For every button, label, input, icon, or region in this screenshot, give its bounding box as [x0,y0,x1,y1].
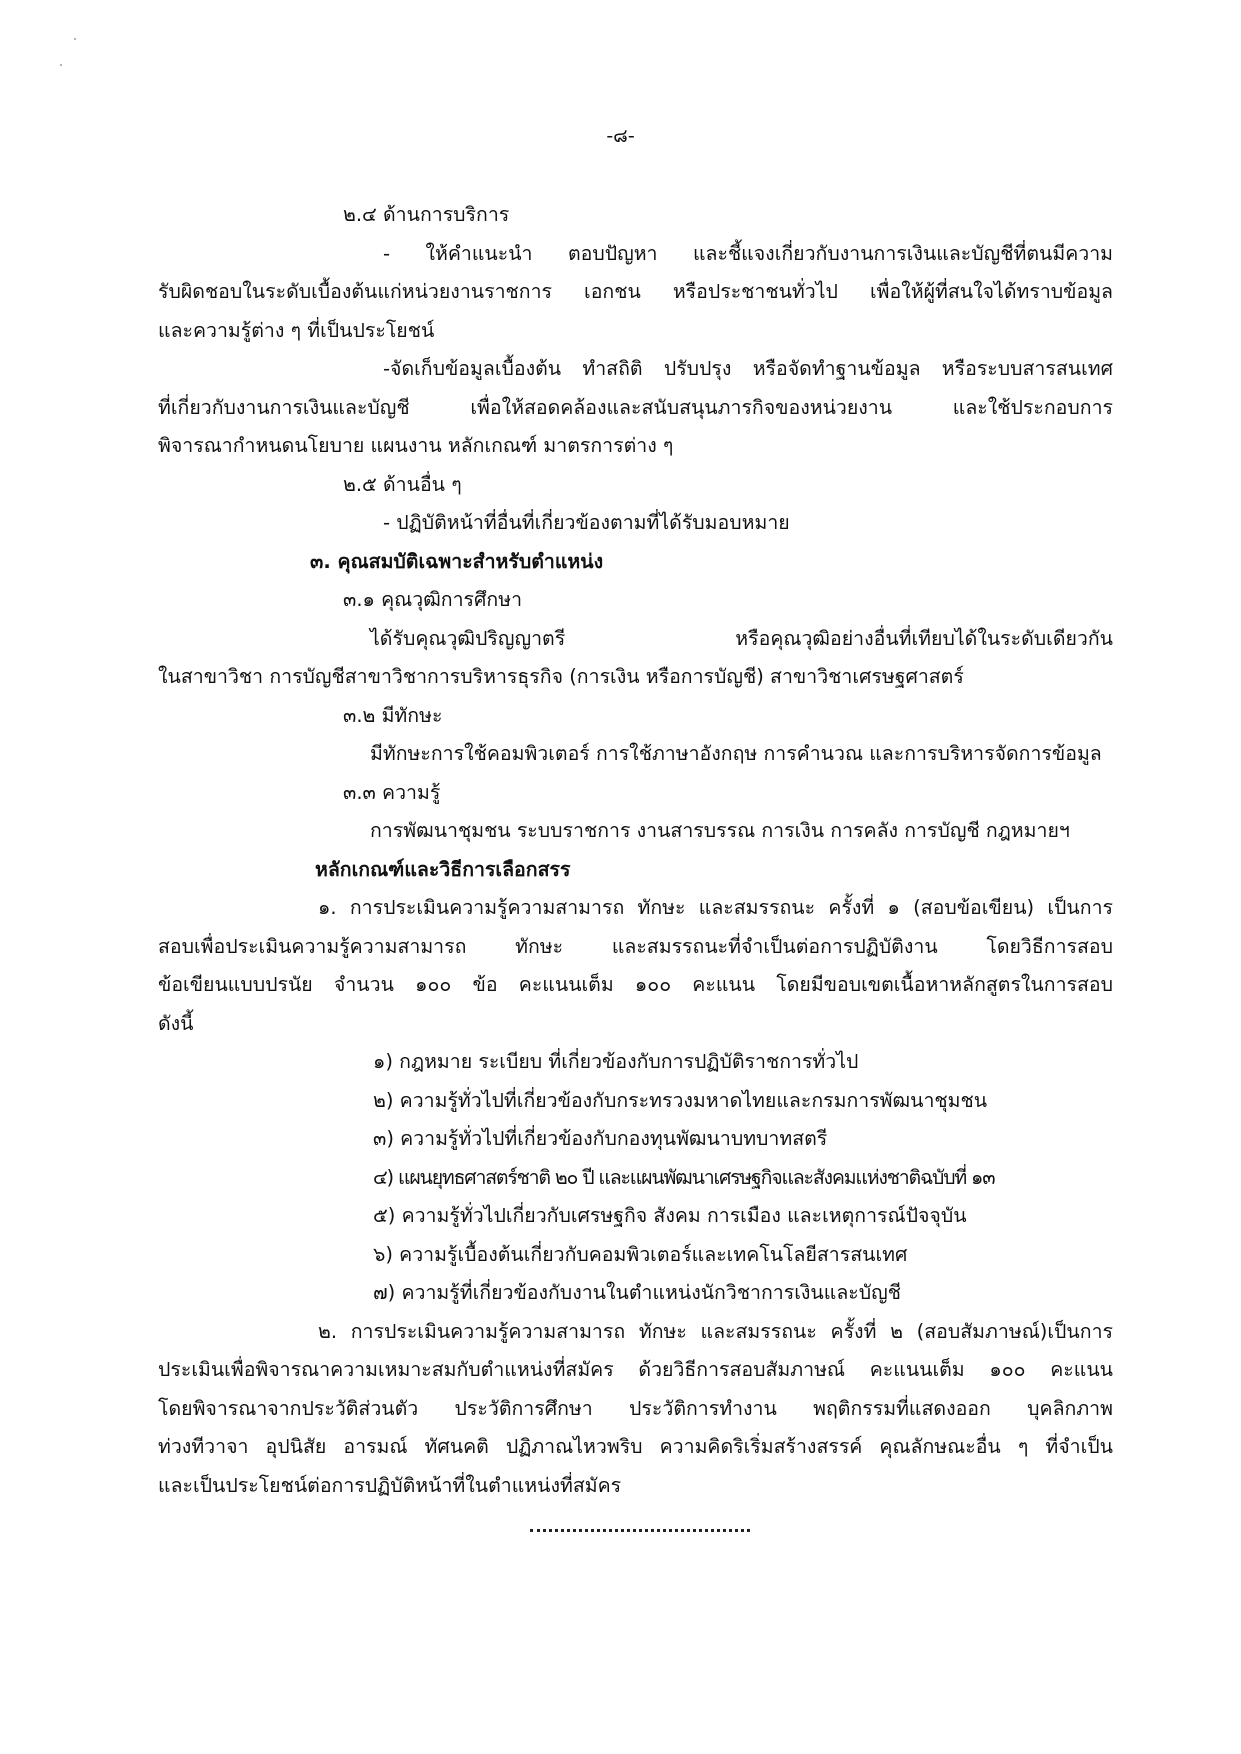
s24-para2-line2: ที่เกี่ยวกับงานการเงินและบัญชี เพื่อให้สอดคล้องและสนับสนุนภารกิจของหน่วยงาน และใช้ประกอบการ [158,395,1113,419]
selection-heading: หลักเกณฑ์และวิธีการเลือกสรร [315,857,571,881]
list-item: ๕) ความรู้ทั่วไปเกี่ยวกับเศรษฐกิจ สังคม การเมือง และเหตุการณ์ปัจจุบัน [373,1204,967,1227]
selection-para2-line1: ๒. การประเมินความรู้ความสามารถ ทักษะ และสมรรถนะ ครั้งที่ ๒ (สอบสัมภาษณ์)เป็นการ [318,1319,1113,1343]
selection-para1-line3: ข้อเขียนแบบปรนัย จำนวน ๑๐๐ ข้อ คะแนนเต็ม ๑๐๐ คะแนน โดยมีขอบเขตเนื้อหาหลักสูตรในการสอบ [158,973,1113,996]
list-item: ๒) ความรู้ทั่วไปที่เกี่ยวข้องกับกระทรวงมหาดไทยและกรมการพัฒนาชุมชน [373,1088,988,1112]
section-3-1-heading: ๓.๑ คุณวุฒิการศึกษา [343,588,523,611]
list-item: ๗) ความรู้ที่เกี่ยวข้องกับงานในตำแหน่งนักวิชาการเงินและบัญชี [373,1281,901,1304]
end-dotted-rule [530,1529,750,1532]
scan-specks [60,38,100,98]
s24-para1-line1: - ให้คำแนะนำ ตอบปัญหา และชี้แจงเกี่ยวกับงานการเงินและบัญชีที่ตนมีความ [383,241,1113,265]
selection-para1-line4: ดังนี้ [158,1011,194,1035]
selection-para2-line2: ประเมินเพื่อพิจารณาความเหมาะสมกับตำแหน่งที่สมัคร ด้วยวิธีการสอบสัมภาษณ์ คะแนนเต็ม ๑๐๐ คะแนน [158,1358,1113,1381]
s24-para1-line3: และความรู้ต่าง ๆ ที่เป็นประโยชน์ [158,318,435,342]
section-3-heading: ๓. คุณสมบัติเฉพาะสำหรับตำแหน่ง [310,549,604,573]
document-body [158,196,1113,1505]
s24-para1-line2: รับผิดชอบในระดับเบื้องต้นแก่หน่วยงานราชการ เอกชน หรือประชาชนทั่วไป เพื่อให้ผู้ที่สนใจได้ทราบข้อมูล [158,280,1113,303]
s31-line1: ได้รับคุณวุฒิปริญญาตรี หรือคุณวุฒิอย่างอื่นที่เทียบได้ในระดับเดียวกัน [370,626,1113,650]
section-2-5-heading: ๒.๕ ด้านอื่น ๆ [343,472,462,496]
s33-text: การพัฒนาชุมชน ระบบราชการ งานสารบรรณ การเงิน การคลัง การบัญชี กฎหมายฯ [370,819,1070,842]
s32-text: มีทักษะการใช้คอมพิวเตอร์ การใช้ภาษาอังกฤษ การคำนวณ และการบริหารจัดการข้อมูล [370,742,1102,765]
selection-para2-line5: และเป็นประโยชน์ต่อการปฏิบัติหน้าที่ในตำแหน่งที่สมัคร [158,1473,622,1497]
scan-speck [60,64,62,66]
section-2-4-heading: ๒.๔ ด้านการบริการ [343,203,510,226]
selection-para1-line2: สอบเพื่อประเมินความรู้ความสามารถ ทักษะ และสมรรถนะที่จำเป็นต่อการปฏิบัติงาน โดยวิธีการสอบ [158,934,1113,958]
list-item: ๑) กฎหมาย ระเบียบ ที่เกี่ยวข้องกับการปฏิบัติราชการทั่วไป [373,1050,859,1073]
selection-para2-line4: ท่วงทีวาจา อุปนิสัย อารมณ์ ทัศนคติ ปฏิภาณไหวพริบ ความคิดริเริ่มสร้างสรรค์ คุณลักษณะอื่น ๆ ที่จำเป็น [158,1435,1113,1458]
s24-para2-line1: -จัดเก็บข้อมูลเบื้องต้น ทำสถิติ ปรับปรุง หรือจัดทำฐานข้อมูล หรือระบบสารสนเทศ [383,357,1113,380]
list-item: ๔) แผนยุทธศาสตร์ชาติ ๒๐ ปี และแผนพัฒนาเศรษฐกิจและสังคมแห่งชาติฉบับที่ ๑๓ [373,1165,995,1189]
page-number: -๘- [606,125,635,147]
selection-para1-line1: ๑. การประเมินความรู้ความสามารถ ทักษะ และสมรรถนะ ครั้งที่ ๑ (สอบข้อเขียน) เป็นการ [318,896,1113,919]
s25-para1: - ปฏิบัติหน้าที่อื่นที่เกี่ยวข้องตามที่ได้รับมอบหมาย [383,511,790,534]
scan-speck [74,38,76,40]
list-item: ๖) ความรู้เบื้องต้นเกี่ยวกับคอมพิวเตอร์และเทคโนโลยีสารสนเทศ [373,1242,908,1266]
s24-para2-line3: พิจารณากำหนดนโยบาย แผนงาน หลักเกณฑ์ มาตรการต่าง ๆ [158,434,674,457]
section-3-3-heading: ๓.๓ ความรู้ [343,780,441,804]
s31-line2: ในสาขาวิชา การบัญชีสาขาวิชาการบริหารธุรกิจ (การเงิน หรือการบัญชี) สาขาวิชาเศรษฐศาสตร์ [158,665,964,688]
list-item: ๓) ความรู้ทั่วไปที่เกี่ยวข้องกับกองทุนพัฒนาบทบาทสตรี [373,1127,828,1150]
selection-para2-line3: โดยพิจารณาจากประวัติส่วนตัว ประวัติการศึกษา ประวัติการทำงาน พฤติกรรมที่แสดงออก บุคลิกภาพ [158,1396,1113,1420]
section-3-2-heading: ๓.๒ มีทักษะ [343,703,443,727]
